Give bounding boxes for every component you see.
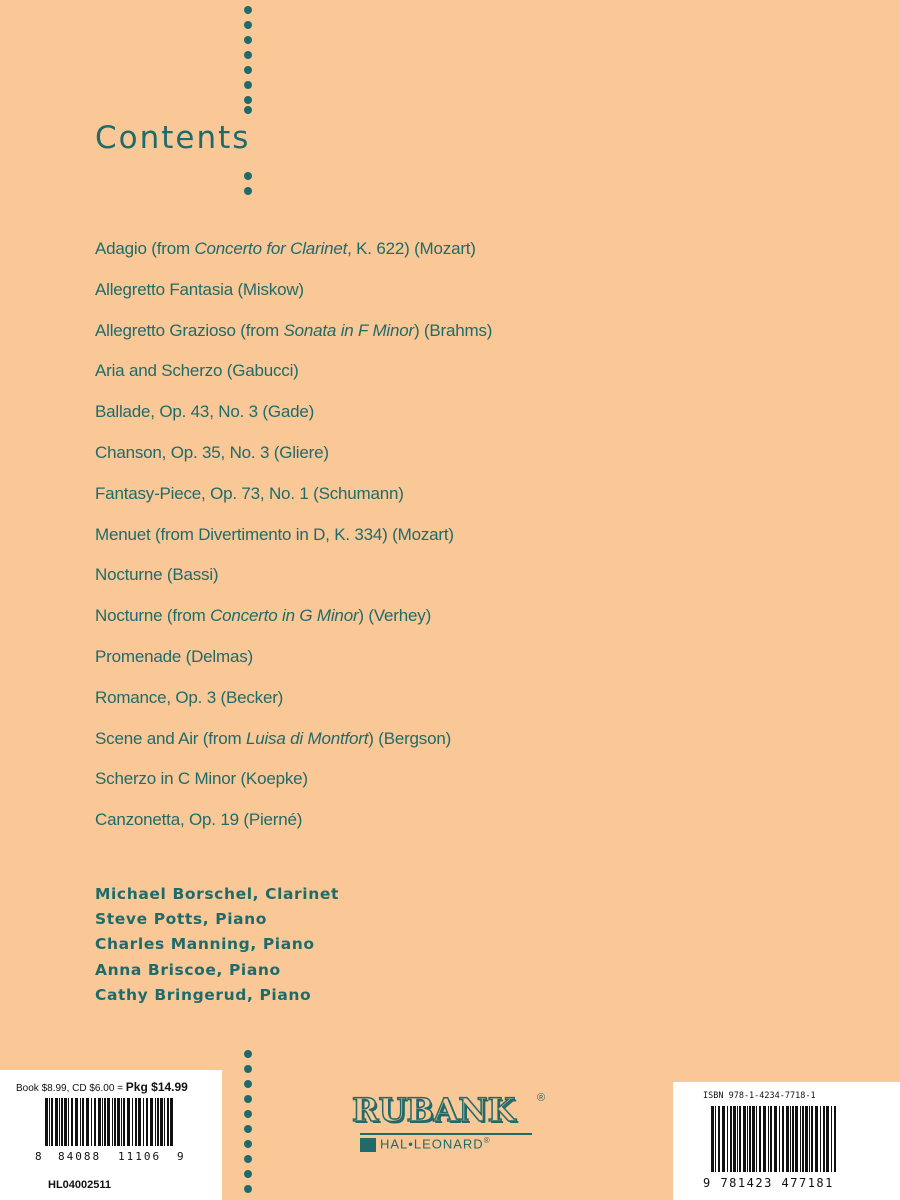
dot xyxy=(244,1140,252,1148)
dot xyxy=(244,6,252,14)
dot xyxy=(244,187,252,195)
publisher-logo xyxy=(352,1090,552,1150)
barcode-lead-digit: 8 xyxy=(35,1150,42,1163)
contents-item: Ballade, Op. 43, No. 3 (Gade) xyxy=(95,402,315,422)
logo-rule xyxy=(360,1133,532,1135)
contents-item: Allegretto Grazioso (from Sonata in F Minor) (Brahms) xyxy=(95,320,493,340)
dot xyxy=(244,106,252,114)
dot xyxy=(244,96,252,104)
barcode-group-2: 11106 xyxy=(118,1150,162,1163)
isbn-barcode-box xyxy=(673,1082,900,1200)
dot xyxy=(244,1125,252,1133)
upc-barcode xyxy=(45,1098,173,1158)
hal-leonard-wordmark: HAL•LEONARD® xyxy=(380,1136,491,1152)
hal-leonard-icon xyxy=(360,1138,376,1152)
contents-item: Nocturne (Bassi) xyxy=(95,565,219,585)
product-code: HL04002511 xyxy=(48,1179,111,1191)
dot xyxy=(244,1080,252,1088)
contents-item: Canzonetta, Op. 19 (Pierné) xyxy=(95,810,303,830)
dot xyxy=(244,1155,252,1163)
contents-item: Nocturne (from Concerto in G Minor) (Verhey) xyxy=(95,606,432,626)
dot xyxy=(244,1050,252,1058)
isbn-barcode xyxy=(711,1106,839,1176)
dot xyxy=(244,1170,252,1178)
contents-item: Promenade (Delmas) xyxy=(95,646,253,666)
dot xyxy=(244,1065,252,1073)
registered-mark: ® xyxy=(537,1092,546,1104)
contents-item: Fantasy-Piece, Op. 73, No. 1 (Schumann) xyxy=(95,483,404,503)
price-label: Book $8.99, CD $6.00 = Pkg $14.99 xyxy=(16,1080,188,1094)
dot xyxy=(244,81,252,89)
dot xyxy=(244,1095,252,1103)
dot xyxy=(244,51,252,59)
contents-item: Scene and Air (from Luisa di Montfort) (Bergson) xyxy=(95,728,452,748)
contents-item: Menuet (from Divertimento in D, K. 334) (Mozart) xyxy=(95,524,454,544)
dot xyxy=(244,21,252,29)
contents-item: Scherzo in C Minor (Koepke) xyxy=(95,769,308,789)
contents-item: Adagio (from Concerto for Clarinet, K. 622) (Mozart) xyxy=(95,239,476,258)
page-title: Contents xyxy=(95,120,251,156)
performer-credits xyxy=(95,883,339,1009)
dot xyxy=(244,36,252,44)
credit-line: Michael Borschel, Clarinet xyxy=(95,885,339,903)
barcode-group-1: 84088 xyxy=(58,1150,102,1163)
dot xyxy=(244,1110,252,1118)
credit-line: Anna Briscoe, Piano xyxy=(95,960,281,979)
price-barcode-box xyxy=(0,1070,222,1200)
barcode-check-digit: 9 xyxy=(177,1150,184,1163)
contents-list xyxy=(95,236,492,848)
credit-line: Charles Manning, Piano xyxy=(95,935,315,954)
contents-item: Allegretto Fantasia (Miskow) xyxy=(95,279,304,299)
contents-item: Aria and Scherzo (Gabucci) xyxy=(95,361,299,381)
barcode-bars xyxy=(45,1098,173,1158)
dot xyxy=(244,172,252,180)
isbn-label: ISBN 978-1-4234-7718-1 xyxy=(703,1091,816,1101)
contents-item: Chanson, Op. 35, No. 3 (Gliere) xyxy=(95,442,329,462)
rubank-wordmark: RUBANK xyxy=(352,1091,516,1129)
dot xyxy=(244,1185,252,1193)
credit-line: Steve Potts, Piano xyxy=(95,910,268,929)
barcode-bars xyxy=(711,1106,839,1176)
dot xyxy=(244,66,252,74)
isbn-digits: 9 781423 477181 xyxy=(703,1176,834,1190)
credit-line: Cathy Bringerud, Piano xyxy=(95,985,312,1004)
contents-item: Romance, Op. 3 (Becker) xyxy=(95,687,284,707)
